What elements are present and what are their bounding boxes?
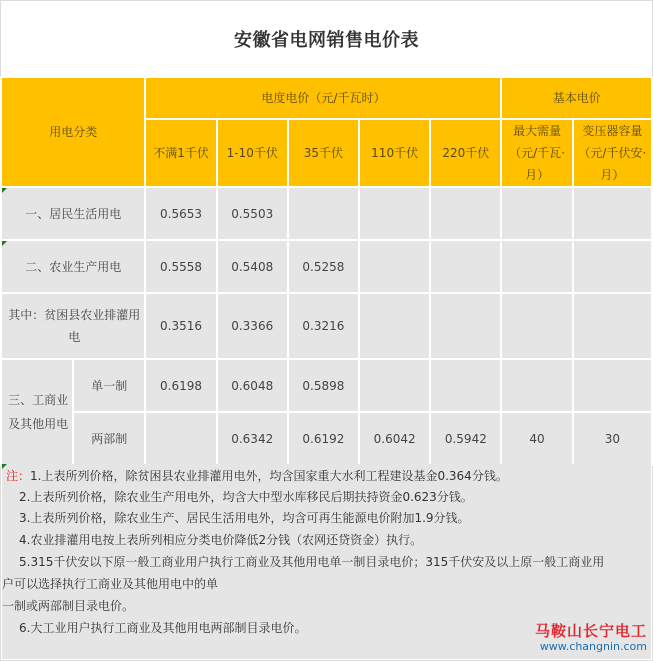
header-voltage-35kv: 35千伏 <box>289 120 358 186</box>
price-cell <box>574 294 651 358</box>
price-cell <box>360 360 429 411</box>
price-cell: 0.5898 <box>289 360 358 411</box>
note-line-5-cont: 户可以选择执行工商业及其他用电中的单 <box>2 577 219 591</box>
price-cell: 0.5503 <box>218 188 287 239</box>
price-cell: 0.3516 <box>146 294 215 358</box>
header-voltage-220kv: 220千伏 <box>431 120 500 186</box>
row-category: 一、居民生活用电 <box>2 188 144 239</box>
price-cell <box>289 188 358 239</box>
price-cell: 0.6042 <box>360 413 429 464</box>
price-cell: 0.5942 <box>431 413 500 464</box>
header-voltage-1-10kv: 1-10千伏 <box>218 120 287 186</box>
price-cell <box>360 241 429 292</box>
table-row <box>2 360 651 411</box>
price-cell <box>574 360 651 411</box>
page-title: 安徽省电网销售电价表 <box>234 29 419 51</box>
row-category: 其中：贫困县农业排灌用电 <box>2 294 144 358</box>
price-cell <box>360 294 429 358</box>
header-basic-price-group: 基本电价 <box>502 78 651 118</box>
note-line-1: 注：1.上表所列价格，除贫困县农业排灌用电外，均含国家重大水利工程建设基金0.364分钱。 <box>6 469 508 483</box>
price-cell: 0.5258 <box>289 241 358 292</box>
price-cell <box>360 188 429 239</box>
price-cell: 0.6198 <box>146 360 215 411</box>
row-category: 二、农业生产用电 <box>2 241 144 292</box>
note-line-6: 6.大工业用户执行工商业及其他用电两部制目录电价。 <box>19 621 307 635</box>
header-max-demand: 最大需量（元/千瓦·月） <box>502 120 571 186</box>
row-category: 三、工商业及其他用电 <box>2 360 72 464</box>
price-cell <box>502 360 571 411</box>
price-cell <box>502 294 571 358</box>
price-cell: 0.6048 <box>218 360 287 411</box>
price-cell: 0.5653 <box>146 188 215 239</box>
header-energy-price-group: 电度电价（元/千瓦时） <box>146 78 500 118</box>
note-line-5-cont2: 一制或两部制目录电价。 <box>2 599 135 613</box>
price-table <box>0 76 653 466</box>
notes-section <box>2 464 651 659</box>
note-line-5: 5.315千伏安以下原一般工商业用户执行工商业及其他用电单一制目录电价；315千伏安及以上原一般工商业用 <box>19 555 605 569</box>
table-row <box>2 294 651 358</box>
price-cell <box>574 241 651 292</box>
note-prefix: 注： <box>6 469 31 483</box>
price-cell: 40 <box>502 413 571 464</box>
price-cell <box>146 413 215 464</box>
note-line-4: 4.农业排灌用电按上表所列相应分类电价降低2分钱（农网还贷资金）执行。 <box>19 533 423 547</box>
table-row <box>2 413 651 464</box>
header-voltage-110kv: 110千伏 <box>360 120 429 186</box>
price-cell: 0.3366 <box>218 294 287 358</box>
price-cell: 0.6192 <box>289 413 358 464</box>
header-transformer-capacity: 变压器容量（元/千伏安·月） <box>574 120 651 186</box>
watermark-name: 马鞍山长宁电工 <box>534 622 647 640</box>
price-cell <box>574 188 651 239</box>
watermark <box>535 622 647 654</box>
price-cell: 30 <box>574 413 651 464</box>
price-cell <box>502 241 571 292</box>
price-cell <box>431 360 500 411</box>
price-cell <box>502 188 571 239</box>
price-cell: 0.5408 <box>218 241 287 292</box>
price-cell <box>431 294 500 358</box>
header-voltage-below-1kv: 不满1千伏 <box>146 120 215 186</box>
header-category: 用电分类 <box>2 78 144 186</box>
price-cell: 0.6342 <box>218 413 287 464</box>
note-line-2: 2.上表所列价格，除农业生产用电外，均含大中型水库移民后期扶持资金0.623分钱。 <box>19 490 473 504</box>
note-line-3: 3.上表所列价格，除农业生产、居民生活用电外，均含可再生能源电价附加1.9分钱。 <box>19 511 470 525</box>
price-cell: 0.5558 <box>146 241 215 292</box>
table-row <box>2 241 651 292</box>
watermark-url: www.changnin.com <box>539 640 647 653</box>
table-row <box>2 188 651 239</box>
price-cell: 0.3216 <box>289 294 358 358</box>
price-cell <box>431 241 500 292</box>
row-subcategory: 单一制 <box>74 360 144 411</box>
row-subcategory: 两部制 <box>74 413 144 464</box>
price-cell <box>431 188 500 239</box>
